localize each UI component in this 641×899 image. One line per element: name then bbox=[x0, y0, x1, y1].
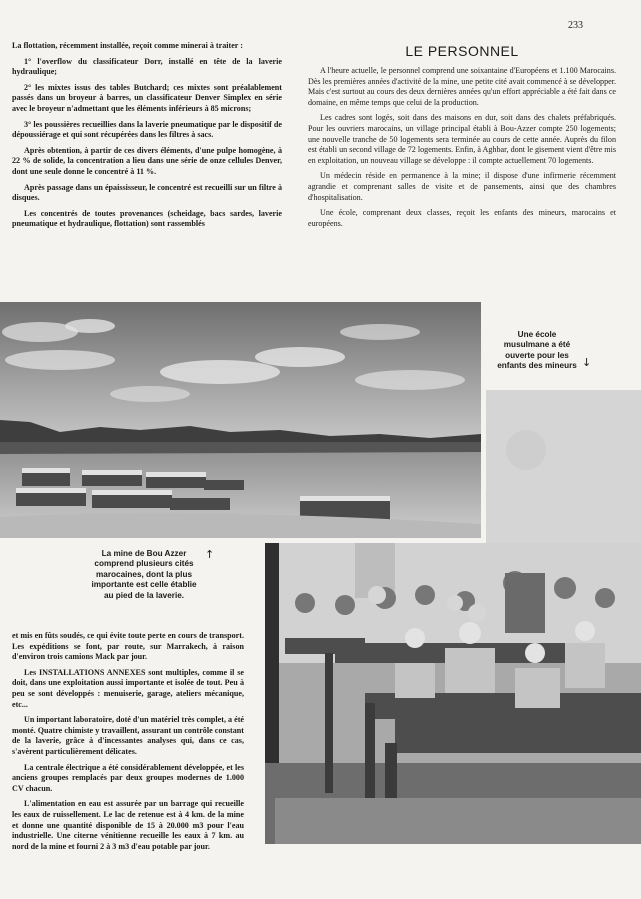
paragraph: Un important laboratoire, doté d'un matériel très complet, a été monté. Quatre chimiste y travaillent, assurant un contrôle constant de la laverie, grâce à d'incessantes analyses qui, dans ce cas, s'avèrent particulièrement délicates. bbox=[12, 715, 244, 756]
paragraph: Les cadres sont logés, soit dans des maisons en dur, soit dans des chalets préfabriqués. Pour les ouvriers marocains, un village principal établi à Bou-Azzer compte 250 logements; une nouvelle tranche de 50 logements sera terminée au cours de cette année. Auprès du filon est établi un second village de 72 logements. Enfin, à Aghbar, dont le gisement vient d'être mis en exploitation, un nouveau village se développe : il compte actuellement 70 logements. bbox=[308, 113, 616, 165]
paragraph: et mis en fûts soudés, ce qui évite toute perte en cours de transport. Les expéditions se font, par route, sur Marrakech, à raison d'environ trois camions Mack par jour. bbox=[12, 631, 244, 662]
left-top-column bbox=[12, 41, 282, 235]
page-number: 233 bbox=[568, 20, 583, 31]
section-lead: Les INSTALLATIONS ANNEXES bbox=[24, 667, 146, 677]
mine-photo-caption: La mine de Bou Azzer comprend plusieurs cités marocaines, dont la plus importante est celle établie au pied de la laverie. bbox=[91, 549, 197, 600]
paragraph: 1° l'overflow du classificateur Dorr, installé en tête de la laverie hydraulique; bbox=[12, 56, 282, 77]
school-wall-photo bbox=[486, 390, 641, 543]
paragraph: La centrale électrique a été considérablement développée, et les anciens groupes remplacés par deux groupes modernes de 1.000 CV chacun. bbox=[12, 762, 244, 793]
paragraph: Une école, comprenant deux classes, reçoit les enfants des mineurs, marocains et européens. bbox=[308, 208, 616, 228]
left-bottom-column bbox=[12, 631, 244, 857]
personnel-column bbox=[308, 66, 616, 234]
paragraph: Un médecin réside en permanence à la mine; il dispose d'une infirmerie récemment agrandie et comprenant salles de visite et de pansements, ainsi que des chambres d'hospitalisation. bbox=[308, 171, 616, 202]
paragraph-text: sont multiples, comme il se doit, dans une exploitation aussi importante et isolée de tout. Peu à peu se sont développés : menuiserie, garage, ateliers mécanique, etc... bbox=[12, 667, 245, 709]
classroom-photo bbox=[265, 543, 641, 844]
paragraph: L'alimentation en eau est assurée par un barrage qui recueille les eaux de ruissellement. Le lac de retenue est à 4 km. de la mine et donne une quantité disponible de 15 à 20.000 m3 pour l'eau industrielle. Une citerne vénitienne recueille les eaux à 7 km. au nord de la mine et fourni 2 à 3 m3 d'eau potable par jour. bbox=[12, 799, 244, 851]
paragraph: Après passage dans un épaississeur, le concentré est recueilli sur un filtre à disques. bbox=[12, 182, 282, 203]
arrow-up-icon: ↑ bbox=[205, 548, 215, 561]
paragraph bbox=[12, 668, 244, 710]
paragraph: Après obtention, à partir de ces divers éléments, d'une pulpe homogène, à 22 % de solide, la concentration a lieu dans une série de onze cellules Denver, dont une seule donne le concentré à 11 %. bbox=[12, 145, 282, 176]
paragraph: 2° les mixtes issus des tables Butchard; ces mixtes sont préalablement passés dans un broyeur à barres, un classificateur Denver Simplex en série avec le broyeur n'admettant que les éléments inférieurs à 85 microns; bbox=[12, 82, 282, 113]
paragraph: 3° les poussières recueillies dans la laverie pneumatique par le dispositif de dépoussiérage et qui sont récupérées dans les filtres à sacs. bbox=[12, 119, 282, 140]
paragraph: Les concentrés de toutes provenances (scheidage, bacs sardes, laverie pneumatique et hydraulique, flottation) sont rassemblés bbox=[12, 208, 282, 229]
paragraph: A l'heure actuelle, le personnel comprend une soixantaine d'Européens et 1.100 Marocains. Dès les premières années d'activité de la mine, une petite cité avait commencé à se développer. Mais c'est surtout au cours des deux dernières années qu'un effort appréciable a été fait dans ce domaine, en même temps que celui de la production. bbox=[308, 66, 616, 107]
school-photo-caption: Une école musulmane a été ouverte pour les enfants des mineurs bbox=[497, 330, 577, 371]
mine-landscape-photo bbox=[0, 302, 481, 538]
arrow-down-icon: ↓ bbox=[582, 356, 592, 369]
section-heading: LE PERSONNEL bbox=[405, 43, 519, 59]
paragraph: La flottation, récemment installée, reçoit comme minerai à traiter : bbox=[12, 41, 243, 50]
